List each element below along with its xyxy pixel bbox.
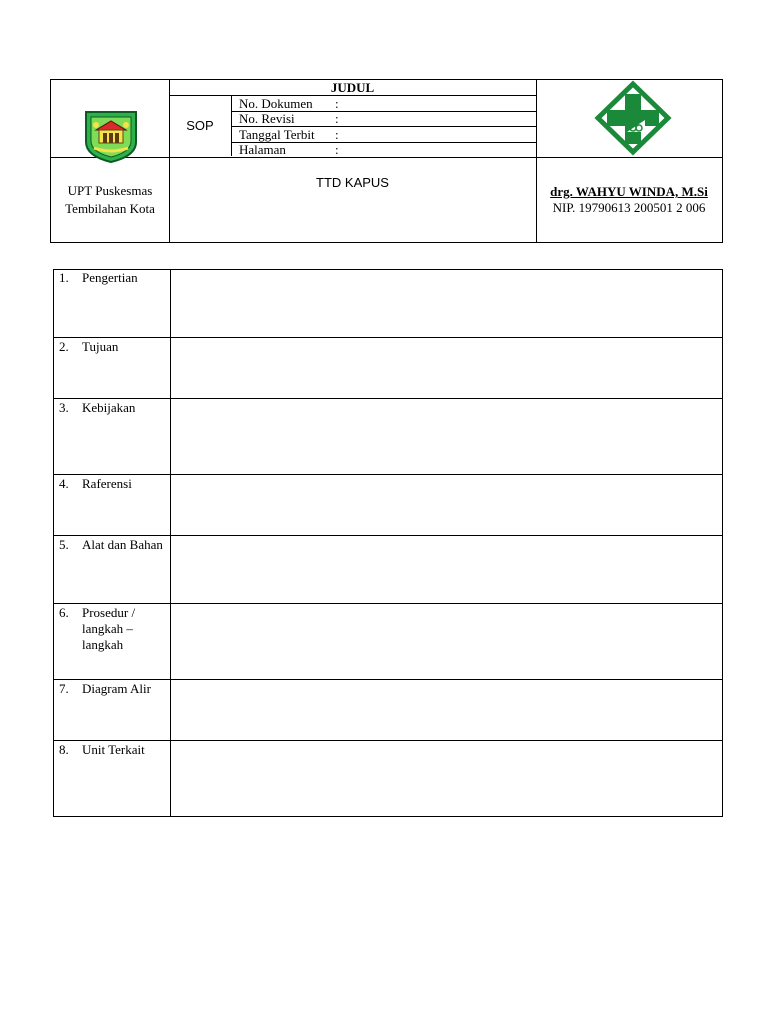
field-no-revisi-label: No. Revisi bbox=[239, 111, 295, 126]
section-number: 1. bbox=[59, 270, 69, 285]
section-label: Pengertian bbox=[82, 270, 138, 285]
puskesmas-cross-logo bbox=[593, 80, 673, 163]
section-row bbox=[54, 398, 722, 474]
section-label: Raferensi bbox=[82, 476, 132, 491]
section-label: Diagram Alir bbox=[82, 681, 151, 696]
section-row bbox=[54, 679, 722, 740]
sop-label: SOP bbox=[186, 118, 214, 133]
signer-nip: NIP. 19790613 200501 2 006 bbox=[552, 200, 706, 215]
section-number: 3. bbox=[59, 400, 69, 415]
regional-emblem-logo bbox=[82, 108, 140, 169]
field-no-dokumen-label: No. Dokumen bbox=[239, 96, 313, 111]
org-name-line2: Tembilahan Kota bbox=[65, 201, 155, 216]
sop-sections-table bbox=[53, 269, 723, 817]
section-number: 4. bbox=[59, 476, 69, 491]
section-row bbox=[54, 740, 722, 817]
section-number: 8. bbox=[59, 742, 69, 757]
header-divider-left bbox=[169, 80, 170, 242]
field-tanggal-terbit-colon: : bbox=[335, 127, 339, 142]
field-tanggal-terbit-label: Tanggal Terbit bbox=[239, 127, 315, 142]
section-number: 7. bbox=[59, 681, 69, 696]
field-no-revisi-colon: : bbox=[335, 111, 339, 126]
section-label: Tujuan bbox=[82, 339, 119, 354]
sop-header-table bbox=[50, 79, 723, 243]
section-number: 6. bbox=[59, 605, 69, 620]
section-label: Alat dan Bahan bbox=[82, 537, 163, 552]
field-halaman-colon: : bbox=[335, 142, 339, 157]
section-label: Kebijakan bbox=[82, 400, 136, 415]
header-divider-right bbox=[536, 80, 537, 242]
section-row bbox=[54, 535, 722, 603]
ttd-kapus-label: TTD KAPUS bbox=[316, 175, 389, 190]
section-number: 2. bbox=[59, 339, 69, 354]
org-name-line1: UPT Puskesmas bbox=[67, 183, 153, 198]
section-row bbox=[54, 603, 722, 679]
section-row bbox=[54, 474, 722, 535]
judul-rule bbox=[169, 95, 536, 96]
field-halaman-label: Halaman bbox=[239, 142, 286, 157]
section-label: Prosedur / langkah – langkah bbox=[82, 605, 136, 652]
signer-name: drg. WAHYU WINDA, M.Si bbox=[550, 184, 708, 199]
section-row bbox=[54, 337, 722, 398]
section-label: Unit Terkait bbox=[82, 742, 145, 757]
section-number: 5. bbox=[59, 537, 69, 552]
field-no-dokumen-colon: : bbox=[335, 96, 339, 111]
judul-title: JUDUL bbox=[330, 80, 375, 95]
section-row bbox=[54, 269, 722, 336]
